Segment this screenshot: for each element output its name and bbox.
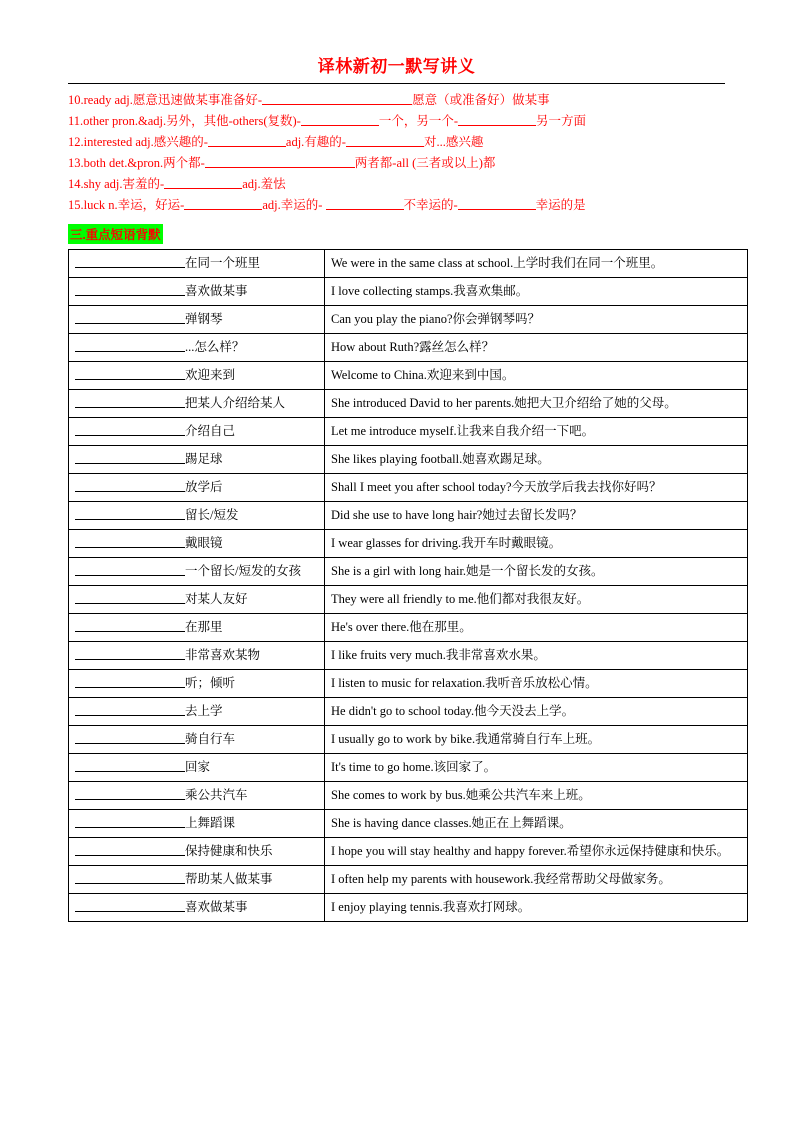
phrase-blank-cell[interactable] — [69, 390, 325, 418]
table-row — [69, 586, 748, 614]
phrase-chinese: 上舞蹈课 — [185, 816, 236, 830]
table-row — [69, 418, 748, 446]
fill-in-blank[interactable] — [75, 339, 185, 352]
fill-in-blank[interactable] — [75, 255, 185, 268]
vocab-line — [68, 174, 725, 195]
phrase-example-cell: She likes playing football.她喜欢踢足球。 — [325, 446, 748, 474]
phrase-example-cell: How about Ruth?露丝怎么样？ — [325, 334, 748, 362]
phrase-example-cell: Shall I meet you after school today?今天放学后我去找你好吗？ — [325, 474, 748, 502]
vocab-text: 不幸运的- — [403, 198, 458, 212]
phrase-example-cell: He's over there.他在那里。 — [325, 614, 748, 642]
fill-in-blank[interactable] — [75, 871, 185, 884]
phrase-chinese: 乘公共汽车 — [185, 788, 248, 802]
fill-in-blank[interactable] — [75, 815, 185, 828]
fill-in-blank[interactable] — [75, 703, 185, 716]
phrases-table-body — [69, 250, 748, 922]
vocab-text: 另一方面 — [536, 114, 587, 128]
vocab-text: 11.other pron.&adj.另外，其他-others(复数)- — [68, 114, 301, 128]
vocab-text: 幸运的是 — [535, 198, 586, 212]
phrase-blank-cell[interactable] — [69, 614, 325, 642]
table-row — [69, 894, 748, 922]
phrase-blank-cell[interactable] — [69, 306, 325, 334]
phrase-chinese: 一个留长/短发的女孩 — [185, 564, 301, 578]
table-row — [69, 558, 748, 586]
phrase-chinese: 帮助某人做某事 — [185, 872, 273, 886]
phrase-blank-cell[interactable] — [69, 838, 325, 866]
phrase-chinese: 对某人友好 — [185, 592, 248, 606]
phrase-chinese: 去上学 — [185, 704, 223, 718]
table-row — [69, 362, 748, 390]
fill-in-blank[interactable] — [208, 134, 286, 147]
fill-in-blank[interactable] — [75, 731, 185, 744]
phrase-blank-cell[interactable] — [69, 586, 325, 614]
table-row — [69, 810, 748, 838]
vocab-text: 10.ready adj.愿意迅速做某事准备好- — [68, 93, 263, 107]
table-row — [69, 530, 748, 558]
table-row — [69, 754, 748, 782]
fill-in-blank[interactable] — [75, 591, 185, 604]
phrase-chinese: ...怎么样？ — [185, 340, 245, 354]
fill-in-blank[interactable] — [75, 647, 185, 660]
phrase-blank-cell[interactable] — [69, 530, 325, 558]
phrase-example-cell: I usually go to work by bike.我通常骑自行车上班。 — [325, 726, 748, 754]
table-row — [69, 306, 748, 334]
fill-in-blank[interactable] — [262, 92, 412, 105]
phrase-chinese: 保持健康和快乐 — [185, 844, 273, 858]
vocab-text: adj.幸运的- — [262, 198, 326, 212]
table-row — [69, 782, 748, 810]
vocab-text: 13.both det.&pron.两个都- — [68, 156, 205, 170]
fill-in-blank[interactable] — [75, 759, 185, 772]
phrase-chinese: 喜欢做某事 — [185, 284, 248, 298]
phrase-blank-cell[interactable] — [69, 642, 325, 670]
fill-in-blank[interactable] — [75, 311, 185, 324]
table-row — [69, 278, 748, 306]
vocab-text: 12.interested adj.感兴趣的- — [68, 135, 208, 149]
phrase-chinese: 回家 — [185, 760, 211, 774]
page-title: 译林新初一默写讲义 — [317, 57, 476, 76]
table-row — [69, 474, 748, 502]
title-divider — [68, 83, 725, 84]
phrase-blank-cell[interactable] — [69, 334, 325, 362]
vocab-line — [68, 111, 725, 132]
fill-in-blank[interactable] — [75, 479, 185, 492]
vocab-text: 14.shy adj.害羞的- — [68, 177, 165, 191]
phrase-blank-cell[interactable] — [69, 894, 325, 922]
fill-in-blank[interactable] — [75, 787, 185, 800]
phrase-blank-cell[interactable] — [69, 726, 325, 754]
vocab-text: adj.有趣的- — [285, 135, 346, 149]
fill-in-blank[interactable] — [75, 423, 185, 436]
phrase-blank-cell[interactable] — [69, 362, 325, 390]
fill-in-blank[interactable] — [164, 176, 242, 189]
fill-in-blank[interactable] — [75, 395, 185, 408]
vocab-line — [68, 90, 725, 111]
phrase-chinese: 弹钢琴 — [185, 312, 223, 326]
vocab-text: 两者都-all (三者或以上)都 — [354, 156, 496, 170]
phrase-blank-cell[interactable] — [69, 418, 325, 446]
table-row — [69, 614, 748, 642]
phrase-example-cell: He didn't go to school today.他今天没去上学。 — [325, 698, 748, 726]
fill-in-blank[interactable] — [301, 113, 379, 126]
phrase-example-cell: I often help my parents with housework.我经常帮助父母做家务。 — [325, 866, 748, 894]
phrase-blank-cell[interactable] — [69, 782, 325, 810]
phrase-example-cell: It's time to go home.该回家了。 — [325, 754, 748, 782]
phrase-example-cell: They were all friendly to me.他们都对我很友好。 — [325, 586, 748, 614]
section-heading: 三.重点短语背默 — [68, 224, 163, 244]
phrase-chinese: 踢足球 — [185, 452, 223, 466]
fill-in-blank[interactable] — [75, 563, 185, 576]
fill-in-blank[interactable] — [346, 134, 424, 147]
phrase-example-cell: I enjoy playing tennis.我喜欢打网球。 — [325, 894, 748, 922]
phrase-example-cell: She is having dance classes.她正在上舞蹈课。 — [325, 810, 748, 838]
phrase-chinese: 在那里 — [185, 620, 223, 634]
phrase-chinese: 放学后 — [185, 480, 223, 494]
phrase-chinese: 欢迎来到 — [185, 368, 236, 382]
phrase-chinese: 非常喜欢某物 — [185, 648, 261, 662]
phrase-blank-cell[interactable] — [69, 502, 325, 530]
table-row — [69, 670, 748, 698]
vocab-line — [68, 132, 725, 153]
phrase-blank-cell[interactable] — [69, 670, 325, 698]
fill-in-blank[interactable] — [75, 283, 185, 296]
phrase-chinese: 戴眼镜 — [185, 536, 223, 550]
vocab-line — [68, 153, 725, 174]
vocab-line — [68, 195, 725, 216]
phrase-example-cell: We were in the same class at school.上学时我们在同一个班里。 — [325, 250, 748, 278]
table-row — [69, 698, 748, 726]
phrase-example-cell: Did she use to have long hair?她过去留长发吗？ — [325, 502, 748, 530]
phrase-blank-cell[interactable] — [69, 810, 325, 838]
table-row — [69, 250, 748, 278]
fill-in-blank[interactable] — [75, 619, 185, 632]
phrase-blank-cell[interactable] — [69, 446, 325, 474]
phrase-blank-cell[interactable] — [69, 866, 325, 894]
phrase-example-cell: I love collecting stamps.我喜欢集邮。 — [325, 278, 748, 306]
fill-in-blank[interactable] — [75, 507, 185, 520]
phrase-chinese: 把某人介绍给某人 — [185, 396, 286, 410]
fill-in-blank[interactable] — [75, 367, 185, 380]
phrase-example-cell: Let me introduce myself.让我来自我介绍一下吧。 — [325, 418, 748, 446]
phrase-blank-cell[interactable] — [69, 278, 325, 306]
table-row — [69, 390, 748, 418]
table-row — [69, 838, 748, 866]
fill-in-blank[interactable] — [75, 451, 185, 464]
fill-in-blank[interactable] — [184, 197, 262, 210]
table-row — [69, 334, 748, 362]
phrase-chinese: 喜欢做某事 — [185, 900, 248, 914]
phrase-blank-cell[interactable] — [69, 474, 325, 502]
phrase-blank-cell[interactable] — [69, 558, 325, 586]
vocab-text: 15.luck n.幸运，好运- — [68, 198, 185, 212]
fill-in-blank[interactable] — [326, 197, 404, 210]
fill-in-blank[interactable] — [75, 675, 185, 688]
phrase-blank-cell[interactable] — [69, 754, 325, 782]
table-row — [69, 726, 748, 754]
vocab-text: 一个，另一个- — [378, 114, 458, 128]
fill-in-blank[interactable] — [75, 535, 185, 548]
phrase-example-cell: I hope you will stay healthy and happy forever.希望你永远保持健康和快乐。 — [325, 838, 748, 866]
phrase-chinese: 在同一个班里 — [185, 256, 261, 270]
phrase-example-cell: She is a girl with long hair.她是一个留长发的女孩。 — [325, 558, 748, 586]
table-row — [69, 502, 748, 530]
fill-in-blank[interactable] — [458, 197, 536, 210]
phrase-example-cell: Welcome to China.欢迎来到中国。 — [325, 362, 748, 390]
vocab-text: adj.羞怯 — [242, 177, 286, 191]
phrase-example-cell: She introduced David to her parents.她把大卫介绍给了她的父母。 — [325, 390, 748, 418]
vocab-text: 对...感兴趣 — [423, 135, 484, 149]
phrase-chinese: 留长/短发 — [185, 508, 239, 522]
table-row — [69, 446, 748, 474]
table-row — [69, 642, 748, 670]
phrase-blank-cell[interactable] — [69, 698, 325, 726]
table-row — [69, 866, 748, 894]
phrase-chinese: 骑自行车 — [185, 732, 236, 746]
fill-in-blank[interactable] — [75, 843, 185, 856]
phrase-example-cell: I like fruits very much.我非常喜欢水果。 — [325, 642, 748, 670]
phrase-blank-cell[interactable] — [69, 250, 325, 278]
phrase-example-cell: Can you play the piano?你会弹钢琴吗？ — [325, 306, 748, 334]
vocab-text: 愿意（或准备好）做某事 — [412, 93, 550, 107]
fill-in-blank[interactable] — [205, 155, 355, 168]
phrase-chinese: 听；倾听 — [185, 676, 236, 690]
vocabulary-list — [68, 90, 725, 216]
phrase-chinese: 介绍自己 — [185, 424, 236, 438]
phrases-table — [68, 249, 748, 922]
phrase-example-cell: I wear glasses for driving.我开车时戴眼镜。 — [325, 530, 748, 558]
fill-in-blank[interactable] — [458, 113, 536, 126]
phrase-example-cell: She comes to work by bus.她乘公共汽车来上班。 — [325, 782, 748, 810]
phrase-example-cell: I listen to music for relaxation.我听音乐放松心情。 — [325, 670, 748, 698]
fill-in-blank[interactable] — [75, 899, 185, 912]
